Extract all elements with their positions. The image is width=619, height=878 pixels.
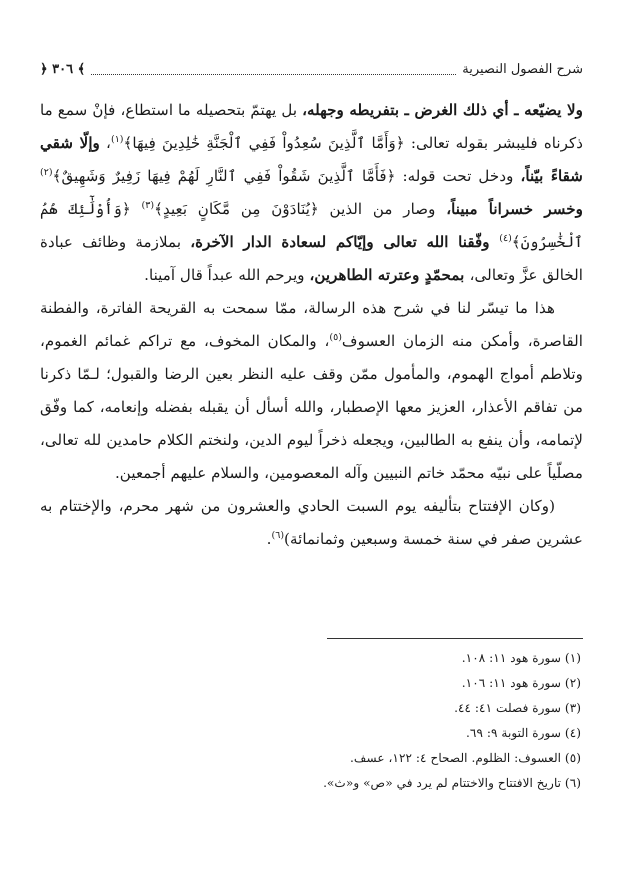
dotted-leader (91, 64, 456, 75)
bold-phrase: وإلّا شقي شقاءً بيّناً، (40, 134, 583, 185)
quran-verse: ﴿وَأُوْلَٰٓئِكَ هُمُ ٱلْخَٰسِرُونَ﴾ (40, 200, 583, 251)
footnote-ref[interactable]: (٤) (499, 232, 512, 244)
text-run: بملازمة وظائف عبادة الخالق عزَّ وتعالى، (40, 233, 583, 284)
text-run: ، والمكان المخوف، مع تراكم غمائم الغموم، وتلاطم أمواج الهموم، والمأمول ممّن وقف عليه النظر بعين الرضا والقبول؛ لـمّا ذكرنا من تفاقم الأعذار، العزيز معها الإصطبار، والله أسأل أن يقبله بفضله وإنعامه، كما وفّق لإتمامه، وأن ينفع به الطالبين، ويجعله ذخراً ليوم الدين، ولنختم الكلام حامدين لله تعالى، مصلّياً على نبيّه محمّد خاتم النبيين وآله المعصومين، والسلام عليهم أجمعين. (40, 332, 583, 482)
footnotes (40, 646, 581, 796)
paragraph-3 (40, 490, 583, 556)
text-run (131, 200, 142, 218)
footnote-item: (٣) سورة فصلت ٤١: ٤٤. (454, 701, 581, 715)
quran-verse: ﴿وَأَمَّا ٱلَّذِينَ سُعِدُواْ فَفِي ٱلْجَنَّةِ خَٰلِدِينَ فِيهَا﴾ (123, 134, 405, 152)
footnote-ref[interactable]: (٣) (141, 199, 155, 211)
footnote-ref[interactable]: (٥) (329, 331, 342, 343)
book-title: شرح الفصول النصيرية (462, 61, 583, 77)
text-run: (وكان الإفتتاح بتأليفه يوم السبت الحادي والعشرون من شهر محرم، والإختتام به عشرين صفر في سنة خمسة وسبعين وثمانمائة) (40, 497, 583, 548)
footnote-item: (٢) سورة هود ١١: ١٠٦. (461, 676, 581, 690)
footnote-ref[interactable]: (٢) (40, 166, 53, 178)
paragraph-1 (40, 94, 583, 292)
bold-phrase: بمحمّدٍ وعترته الطاهرين، (309, 266, 470, 284)
text-run: هذا ما تيسّر لنا في شرح هذه الرسالة، ممّا سمحت به القريحة الفاترة، والفطنة القاصرة، وأمكن منه الزمان العسوف (40, 299, 583, 350)
quran-verse: ﴿فَأَمَّا ٱلَّذِينَ شَقُواْ فَفِي ٱلنَّارِ لَهُمْ فِيهَا زَفِيرٌ وَشَهِيقٌ﴾ (52, 167, 396, 185)
paragraph-2 (40, 292, 583, 490)
footnote-item: (٥) العسوف: الظلوم. الصحاح ٤: ١٢٢، عسف. (349, 751, 581, 765)
main-text (40, 94, 583, 556)
text-run: ، (99, 134, 111, 152)
bold-phrase: وخسر خسراناً مبيناً، (446, 200, 584, 218)
quran-verse: ﴿يُنَادَوْنَ مِن مَّكَانٍ بَعِيدٍ﴾ (154, 200, 319, 218)
text-run: بل يهتمّ بتحصيله ما استطاع، فإنْ سمع ما ذكرناه فليبشر بقوله تعالى: (40, 101, 584, 152)
footnote-item: (١) سورة هود ١١: ١٠٨. (461, 651, 581, 665)
running-header (40, 58, 583, 80)
bold-phrase: وفّقنا الله تعالى وإيّاكم لسعادة الدار الآخرة، (190, 233, 500, 251)
footnote-item: (٤) سورة التوبة ٩: ٦٩. (466, 726, 581, 740)
text-run: وصار من الذين (318, 200, 447, 218)
bold-phrase: ولا يضيّعه ـ أي ذلك الغرض ـ بتفريطه وجهله، (302, 101, 583, 119)
text-run: ويرحم الله عبداً قال آمينا. (144, 266, 310, 284)
text-run: ودخل تحت قوله: (395, 167, 521, 185)
footnote-separator (327, 638, 583, 639)
text-run: . (266, 530, 272, 548)
footnote-ref[interactable]: (١) (110, 133, 124, 145)
footnote-ref[interactable]: (٦) (271, 529, 285, 541)
footnote-item: (٦) تاريخ الافتتاح والاختتام لم يرد في «ص» و«ث». (323, 776, 581, 790)
page-number: ﴿ ٣٠٦ ﴾ (40, 61, 86, 77)
